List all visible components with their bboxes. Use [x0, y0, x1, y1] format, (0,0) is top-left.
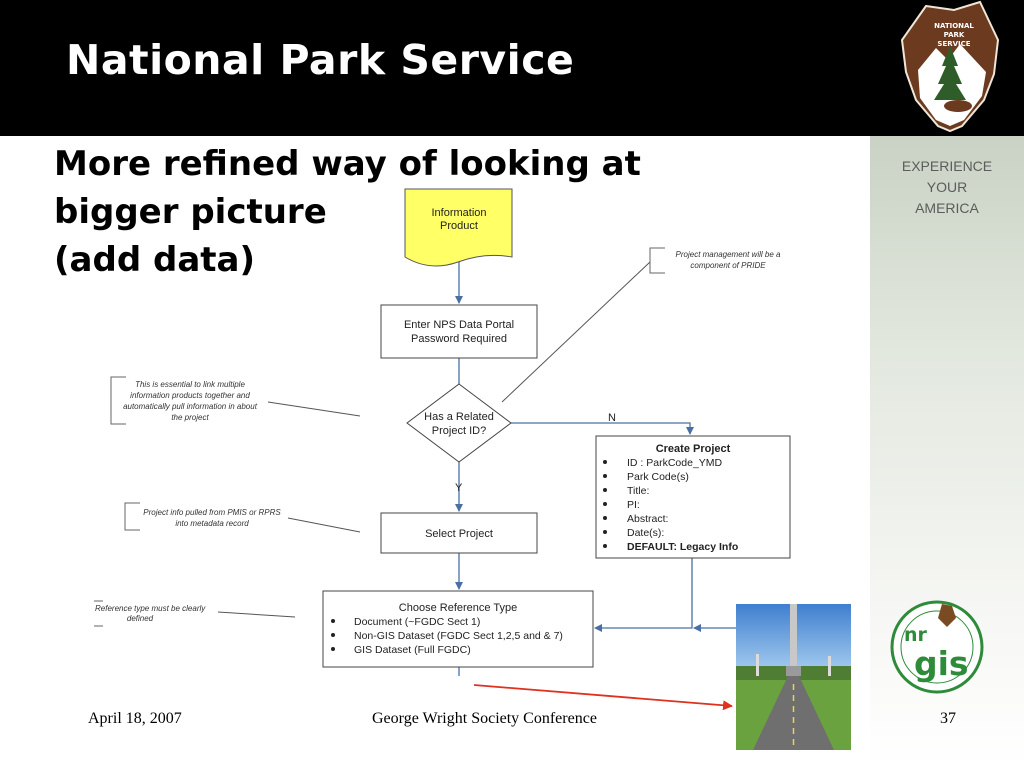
decision-node — [407, 384, 511, 462]
slide-number: 37 — [940, 710, 956, 727]
note-reference-line-2: defined — [126, 614, 154, 623]
road-photo — [736, 604, 851, 750]
note-link-line-2: information products together and — [130, 391, 250, 400]
create-item-6: Date(s): — [627, 527, 665, 539]
note-reference-type — [94, 601, 206, 626]
branch-label-no: N — [608, 412, 616, 424]
create-item-4: PI: — [627, 499, 640, 511]
create-item-1: ID : ParkCode_YMD — [627, 457, 723, 469]
login-node-line-1: Enter NPS Data Portal — [403, 319, 515, 331]
nrgis-logo — [892, 602, 982, 692]
note-project-mgmt-line-2: component of PRIDE — [690, 261, 766, 270]
red-annotation-arrow — [474, 685, 732, 706]
title-line-1: More refined way of looking at — [54, 144, 641, 184]
reference-item-1: Document (~FGDC Sect 1) — [354, 616, 481, 628]
select-project-label: Select Project — [425, 528, 493, 540]
note-project-mgmt — [650, 248, 781, 273]
pointer-link-products — [268, 402, 360, 416]
create-item-3: Title: — [627, 485, 650, 497]
note-reference-line-1: Reference type must be clearly — [95, 604, 206, 613]
connector-decision-create — [511, 423, 690, 434]
reference-type-title: Choose Reference Type — [398, 602, 518, 614]
create-item-default: DEFAULT: Legacy Info — [627, 541, 739, 553]
footer-conference: George Wright Society Conference — [372, 710, 597, 727]
title-line-3: (add data) — [54, 240, 256, 280]
decision-node-line-2: Project ID? — [431, 425, 487, 437]
tagline-line-1: EXPERIENCE — [901, 158, 993, 174]
title-line-2: bigger picture — [54, 192, 327, 232]
badge-line-1: NATIONAL — [934, 22, 974, 30]
select-project-node — [381, 513, 537, 553]
reference-item-2: Non-GIS Dataset (FGDC Sect 1,2,5 and & 7) — [354, 630, 563, 642]
badge-line-3: SERVICE — [937, 40, 971, 48]
pointer-pmis — [288, 518, 360, 532]
start-node-line-2: Product — [440, 220, 478, 232]
tagline-line-2: YOUR — [926, 179, 968, 195]
note-link-line-4: the project — [171, 413, 209, 422]
start-node-line-1: Information — [431, 207, 487, 219]
pointer-reference-type — [218, 612, 295, 617]
branch-label-yes: Y — [455, 482, 463, 494]
nrgis-small: nr — [904, 624, 927, 646]
login-node-line-2: Password Required — [411, 333, 507, 345]
create-project-title: Create Project — [655, 443, 731, 455]
note-project-mgmt-line-1: Project management will be a — [675, 250, 781, 259]
create-item-5: Abstract: — [627, 513, 669, 525]
footer-date: April 18, 2007 — [88, 710, 182, 727]
note-link-line-3: automatically pull information in about — [123, 402, 257, 411]
note-pmis — [125, 503, 281, 530]
note-link-line-1: This is essential to link multiple — [135, 380, 245, 389]
nrgis-big: gis — [914, 644, 969, 683]
create-item-2: Park Code(s) — [627, 471, 689, 483]
decision-node-line-1: Has a Related — [424, 411, 494, 423]
note-pmis-line-1: Project info pulled from PMIS or RPRS — [143, 508, 281, 517]
reference-type-node — [323, 591, 593, 667]
connector-create-reference — [595, 558, 692, 628]
create-project-node — [596, 436, 790, 558]
badge-line-2: PARK — [943, 31, 965, 39]
tagline-line-3: AMERICA — [915, 200, 979, 216]
reference-item-3: GIS Dataset (Full FGDC) — [354, 644, 471, 656]
note-pmis-line-2: into metadata record — [175, 519, 249, 528]
road-photo-image — [736, 604, 851, 750]
login-node — [381, 305, 537, 358]
note-link-products — [111, 377, 258, 424]
start-node — [405, 189, 512, 266]
agency-name: National Park Service — [66, 36, 575, 84]
